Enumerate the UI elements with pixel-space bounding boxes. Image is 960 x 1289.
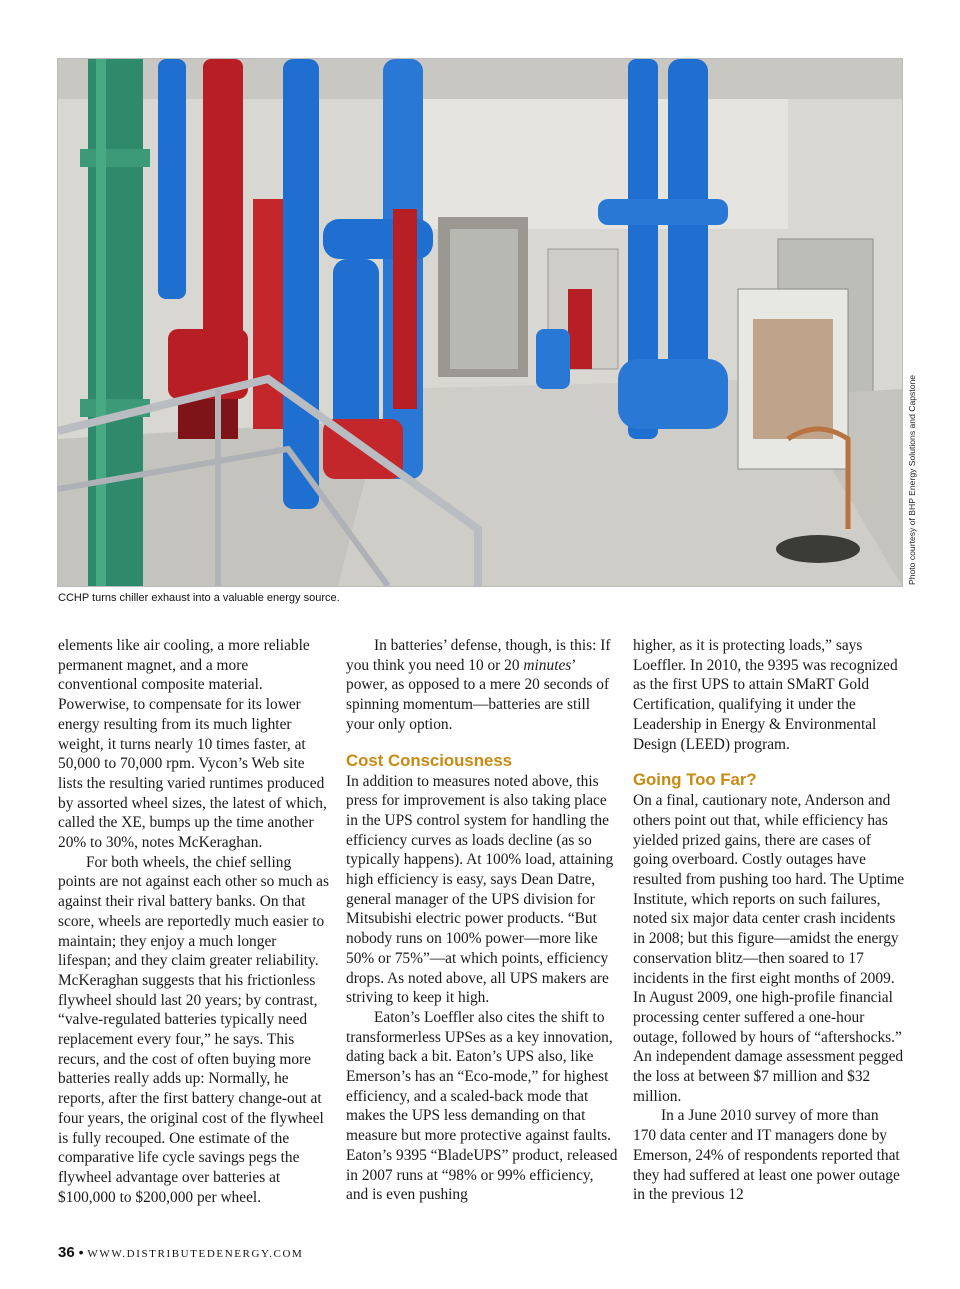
paragraph: For both wheels, the chief selling points are not against each other so much as against their rival battery banks. On that score, wheels are reportedly much easier to maintain; they enjoy a much longer lifespan; and they claim greater reliability. McKeraghan suggests that his frictionless flywheel should last 20 years; by contrast, “valve-regulated batteries typically need replacement every four,” he says. This recurs, and the cost of often buying more batteries really adds up: Normally, he reports, after the first battery change-out at four years, the original cost of the flywheel is fully recouped. One estimate of the comparative life cycle savings pegs the flywheel advantage over batteries at $100,000 to $200,000 per wheel.	[58, 853, 329, 1206]
page-footer	[58, 1244, 303, 1261]
section-heading: Cost Consciousness	[346, 750, 512, 770]
article-photo	[57, 58, 903, 587]
article-column-3	[633, 636, 905, 1205]
paragraph: higher, as it is protecting loads,” says Loeffler. In 2010, the 9395 was recognized as the first UPS to attain SMaRT Gold Certification, qualifying it under the Leadership in Energy & Environmental Design (LEED) program.	[633, 637, 898, 753]
paragraph: On a final, cautionary note, Anderson and others point out that, while efficiency has yielded prized gains, there are cases of going overboard. Costly outages have resulted from pushing too hard. The Uptime Institute, which reports on such failures, noted six major data center crash incidents in 2008; but this figure—amidst the energy conservation blitz—then soared to 17 incidents in the first eight months of 2009. In August 2009, one high-profile financial processing center suffered a one-hour outage, followed by hours of “aftershocks.” An independent damage assessment pegged the loss at between $7 million and $32 million.	[633, 792, 905, 1105]
paragraph: In batteries’ defense, though, is this: If you think you need 10 or 20 minutes’ power, as opposed to a mere 20 seconds of spinning momentum—batteries are still your only option.	[346, 637, 611, 733]
footer-bullet: •	[78, 1244, 84, 1260]
section-heading: Going Too Far?	[633, 770, 757, 790]
paragraph: elements like air cooling, a more reliable permanent magnet, and a more conventional composite material. Powerwise, to compensate for its lower energy resulting from its much lighter weight, it turns nearly 10 times faster, at 50,000 to 70,000 rpm. Vycon’s Web site lists the resulting varied runtimes produced by assorted wheel sizes, the latest of which, called the XE, bumps up the time another 20% to 30%, notes McKeraghan.	[58, 637, 327, 852]
paragraph: In addition to measures noted above, this press for improvement is also taking place in the UPS control system for handling the efficiency curves as loads decline (as so typically happens). At 100% load, attaining high efficiency is easy, says Dean Datre, general manager of the UPS division for Mitsubishi electric power products. “But nobody runs on 100% power—more like 50% or 75%”—at which points, efficiency drops. As noted above, all UPS makers are striving to keep it high.	[346, 772, 614, 1007]
article-column-2	[346, 636, 618, 1205]
mechanical-room-illustration	[58, 59, 902, 586]
emphasis: minutes	[523, 656, 572, 674]
article-column-1	[58, 636, 330, 1207]
paragraph: In a June 2010 survey of more than 170 data center and IT managers done by Emerson, 24% of respondents reported that they had suffered at least one power outage in the previous 12	[633, 1107, 900, 1204]
footer-url: WWW.DISTRIBUTEDENERGY.COM	[87, 1248, 304, 1260]
paragraph: Eaton’s Loeffler also cites the shift to transformerless UPSes as a key innovation, dating back a bit. Eaton’s UPS also, like Emerson’s has an “Eco-mode,” for highest efficiency, and a scaled-back mode that makes the UPS less demanding on that measure but more protective against faults. Eaton’s 9395 “BladeUPS” product, released in 2007 runs at “98% or 99% efficiency, and is even pushing	[346, 1008, 618, 1204]
page-number: 36	[58, 1244, 75, 1261]
photo-caption: CCHP turns chiller exhaust into a valuable energy source.	[58, 592, 340, 604]
